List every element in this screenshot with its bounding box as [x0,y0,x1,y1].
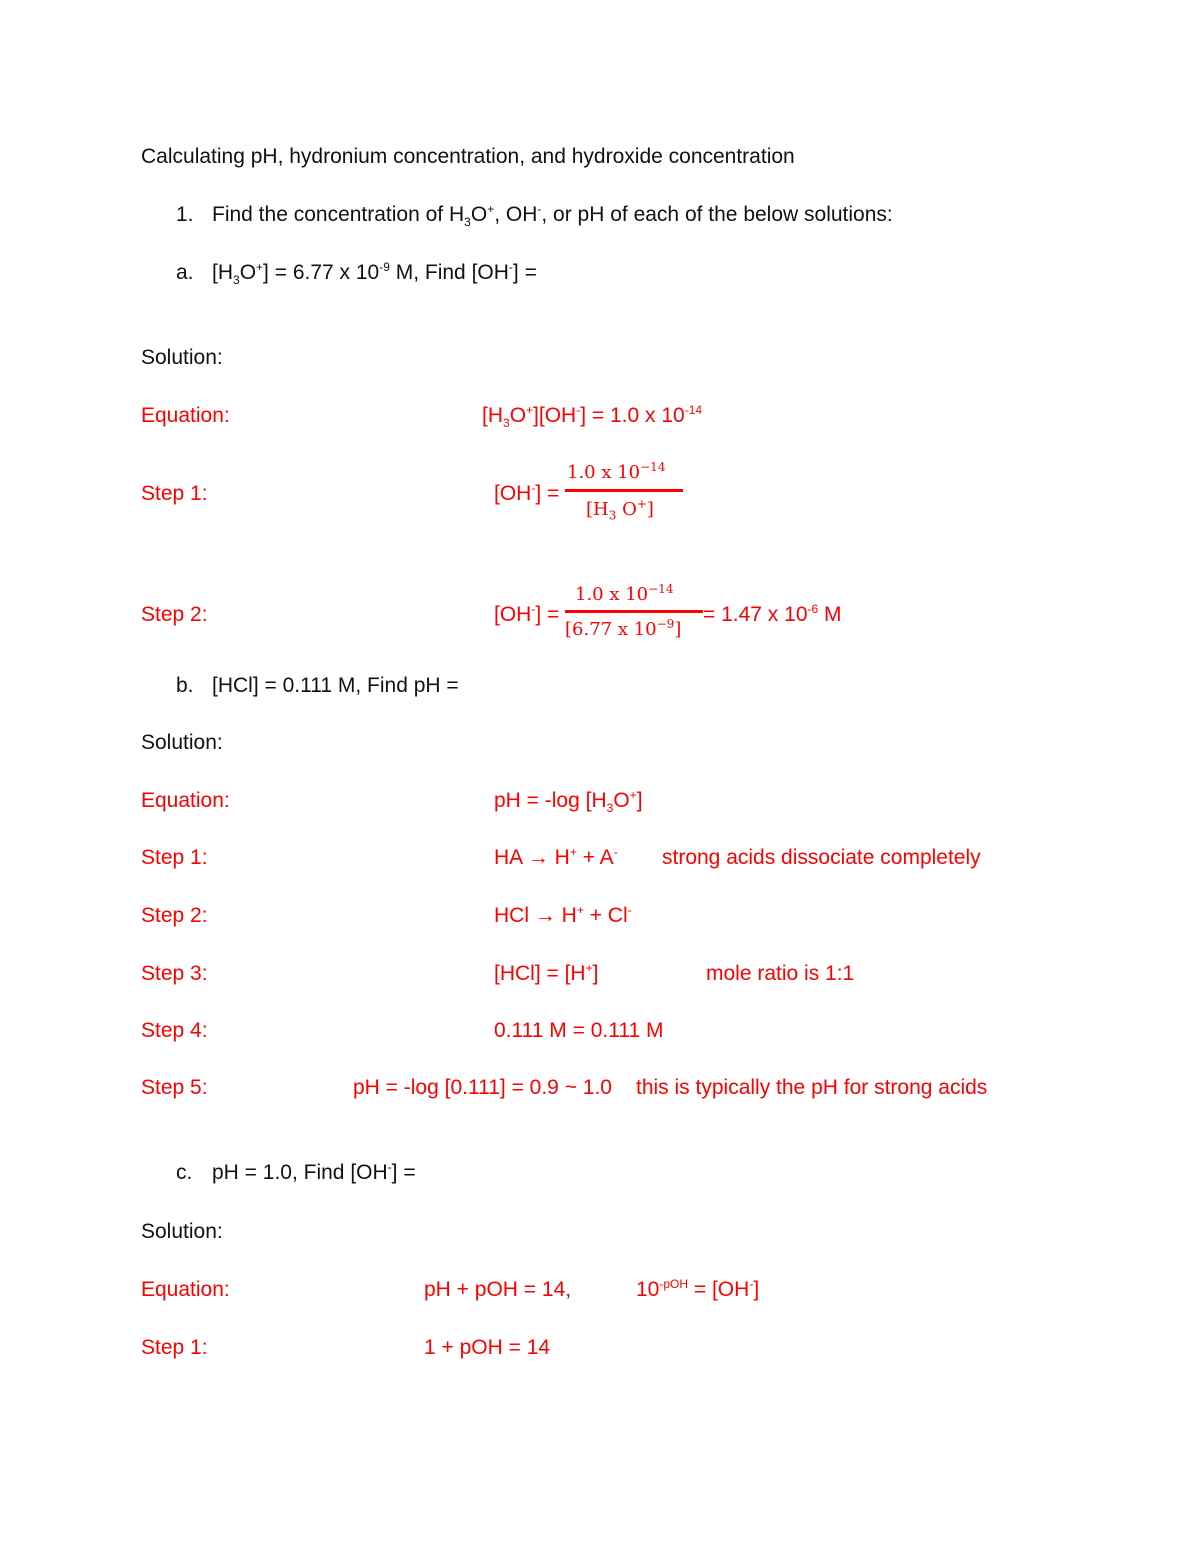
part-a-step1-lhs: [OH-] = [494,481,560,505]
part-c-letter: c. [176,1161,193,1184]
part-a-step2-denominator: [6.77 x $10^{-9}$] [565,617,682,640]
part-c-solution-label: Solution: [141,1220,223,1243]
part-c-prompt: pH = 1.0, Find [OH-] = [212,1160,416,1184]
part-b-step5: pH = -log [0.111] = 0.9 ~ 1.0 [353,1076,612,1099]
part-c-equation-1: pH + pOH = 14, [424,1278,572,1301]
part-b-step4-label: Step 4: [141,1019,208,1042]
part-b-step3-label: Step 3: [141,962,208,985]
part-b-step5-note: this is typically the pH for strong acids [636,1076,988,1099]
part-b-step1-note: strong acids dissociate completely [662,846,981,869]
part-a-step1-label: Step 1: [141,482,208,505]
part-b-step3: [HCl] = [H+] [494,961,599,985]
part-b-step2: HCl → H+ + Cl- [494,903,632,927]
part-b-step5-label: Step 5: [141,1076,208,1099]
part-a-step2-label: Step 2: [141,603,208,626]
part-a-step1-fraction-bar [565,489,683,492]
part-a-letter: a. [176,261,194,284]
question-text: Find the concentration of $H_3O^+$, OH-, or pH of each of the below solutions: [212,202,893,230]
part-a-equation: $[H_3O^+][OH^-] = 1.0$ x $10^{-14}$ [482,403,703,431]
part-a-step2-fraction-bar [565,610,703,613]
part-b-prompt: [HCl] = 0.111 M, Find pH = [212,674,459,697]
part-a-step1-numerator: 1.0 x $10^{-14}$ [567,460,666,483]
part-a-equation-label: Equation: [141,404,230,427]
part-b-letter: b. [176,674,194,697]
part-a-prompt: $[H_3O^+] = 6.77$ x $10^{-9}$ M, Find [OH-] = [212,260,537,288]
page-title: Calculating pH, hydronium concentration, and hydroxide concentration [141,145,795,168]
part-b-solution-label: Solution: [141,731,223,754]
part-b-step1: HA → H+ + A- [494,845,618,869]
part-c-equation-2: $10^{-pOH} = [OH^-]$ [636,1277,760,1301]
part-b-step1-label: Step 1: [141,846,208,869]
part-b-step2-label: Step 2: [141,904,208,927]
part-c-step1: 1 + pOH = 14 [424,1336,551,1359]
part-a-step2-lhs: [OH-] = [494,602,560,626]
part-a-step2-result: = 1.47 x $10^{-6}$ M [703,602,842,626]
part-c-step1-label: Step 1: [141,1336,208,1359]
part-a-step2-numerator: 1.0 x $10^{-14}$ [575,582,674,605]
part-b-step4: 0.111 M = 0.111 M [494,1019,664,1042]
question-number: 1. [176,203,194,226]
part-b-step3-note: mole ratio is 1:1 [706,962,855,985]
part-a-step1-denominator: [$H_3$ O+] [586,497,654,523]
part-a-solution-label: Solution: [141,346,223,369]
part-b-equation-label: Equation: [141,789,230,812]
part-c-equation-label: Equation: [141,1278,230,1301]
part-b-equation: pH = -log $[H_3O^+]$ [494,788,643,816]
